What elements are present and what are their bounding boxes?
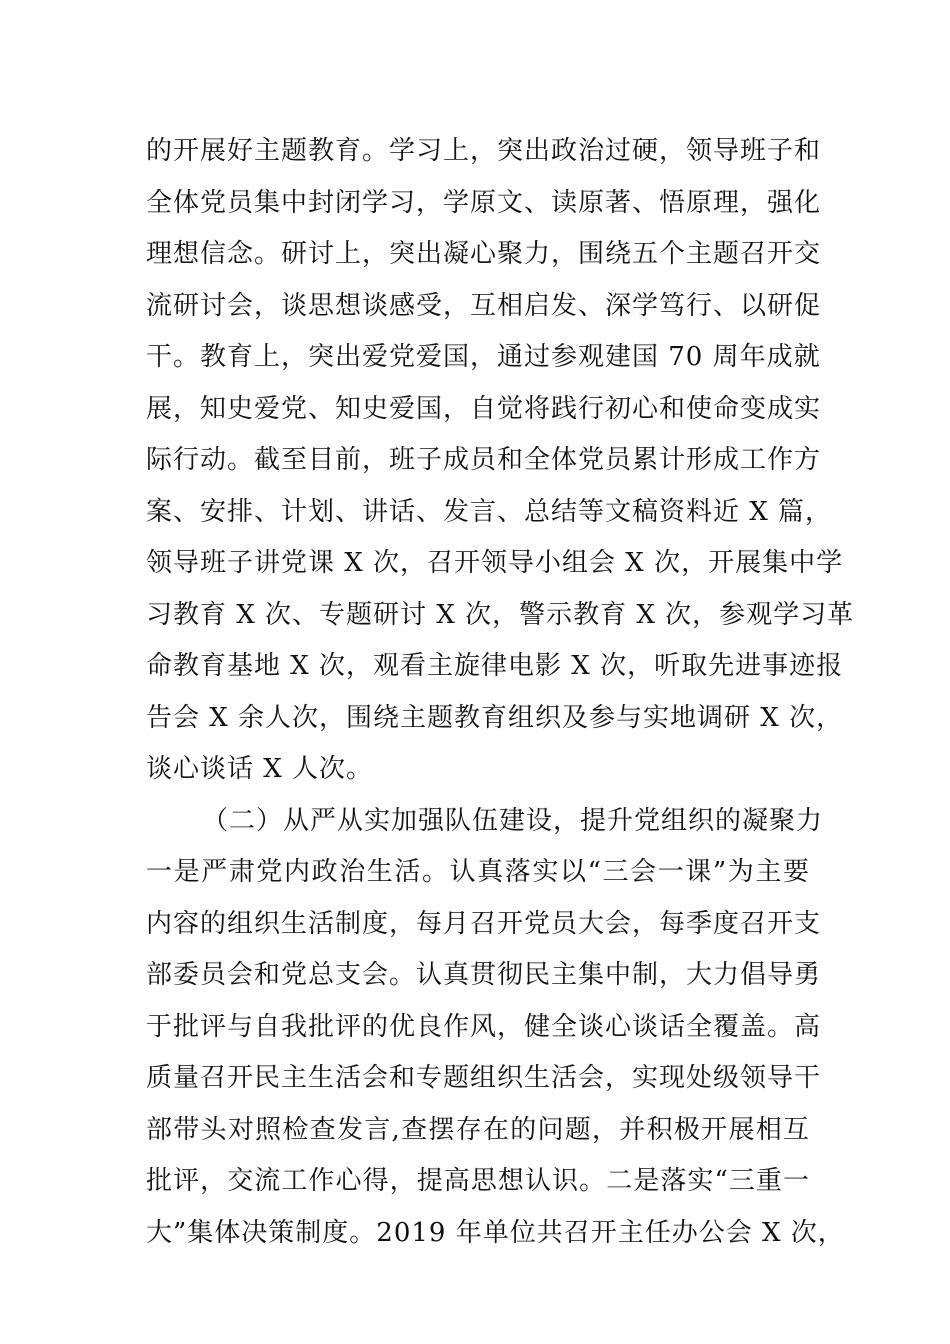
text-line: 领导班子讲党课 X 次，召开领导小组会 X 次，开展集中学 bbox=[146, 548, 844, 578]
text-line: 告会 X 余人次，围绕主题教育组织及参与实地调研 X 次， bbox=[146, 702, 844, 733]
body-text bbox=[146, 126, 855, 1259]
text-line: 全体党员集中封闭学习，学原文、读原著、悟原理，强化 bbox=[146, 187, 822, 218]
text-line: 部带头对照检查发言,查摆存在的问题，并积极开展相互 bbox=[146, 1114, 810, 1145]
text-line: 质量召开民主生活会和专题组织生活会，实现处级领导干 bbox=[146, 1063, 822, 1093]
text-line: 的开展好主题教育。学习上，突出政治过硬，领导班子和 bbox=[146, 136, 822, 166]
text-line: 大”集体决策制度。2019 年单位共召开主任办公会 X 次， bbox=[146, 1217, 845, 1248]
text-line: 内容的组织生活制度，每月召开党员大会，每季度召开支 bbox=[146, 908, 822, 939]
text-line: 展，知史爱党、知史爱国，自觉将践行初心和使命变成实 bbox=[146, 393, 822, 424]
text-line: 部委员会和党总支会。认真贯彻民主集中制，大力倡导勇 bbox=[146, 960, 822, 990]
text-line: 命教育基地 X 次，观看主旋律电影 X 次，听取先进事迹报 bbox=[146, 651, 844, 681]
text-line: 干。教育上，突出爱党爱国，通过参观建国 70 周年成就 bbox=[146, 342, 821, 372]
text-line: 谈心谈话 X 人次。 bbox=[146, 754, 374, 784]
text-line: 理想信念。研讨上，突出凝心聚力，围绕五个主题召开交 bbox=[146, 239, 822, 269]
text-line: 一是严肃党内政治生活。认真落实以“三会一课”为主要 bbox=[146, 857, 810, 887]
text-line: 际行动。截至目前，班子成员和全体党员累计形成工作方 bbox=[146, 445, 822, 475]
text-line: 于批评与自我批评的优良作风，健全谈心谈话全覆盖。高 bbox=[146, 1011, 822, 1042]
section-heading: （二）从严从实加强队伍建设，提升党组织的凝聚力 bbox=[202, 805, 824, 836]
text-line: 案、安排、计划、讲话、发言、总结等文稿资料近 X 篇， bbox=[146, 496, 833, 527]
text-line: 流研讨会，谈思想谈感受，互相启发、深学笃行、以研促 bbox=[146, 290, 822, 321]
text-line: 习教育 X 次、专题研讨 X 次，警示教育 X 次，参观学习革 bbox=[146, 599, 855, 630]
text-line: 批评，交流工作心得，提高思想认识。二是落实“三重一 bbox=[146, 1166, 810, 1196]
